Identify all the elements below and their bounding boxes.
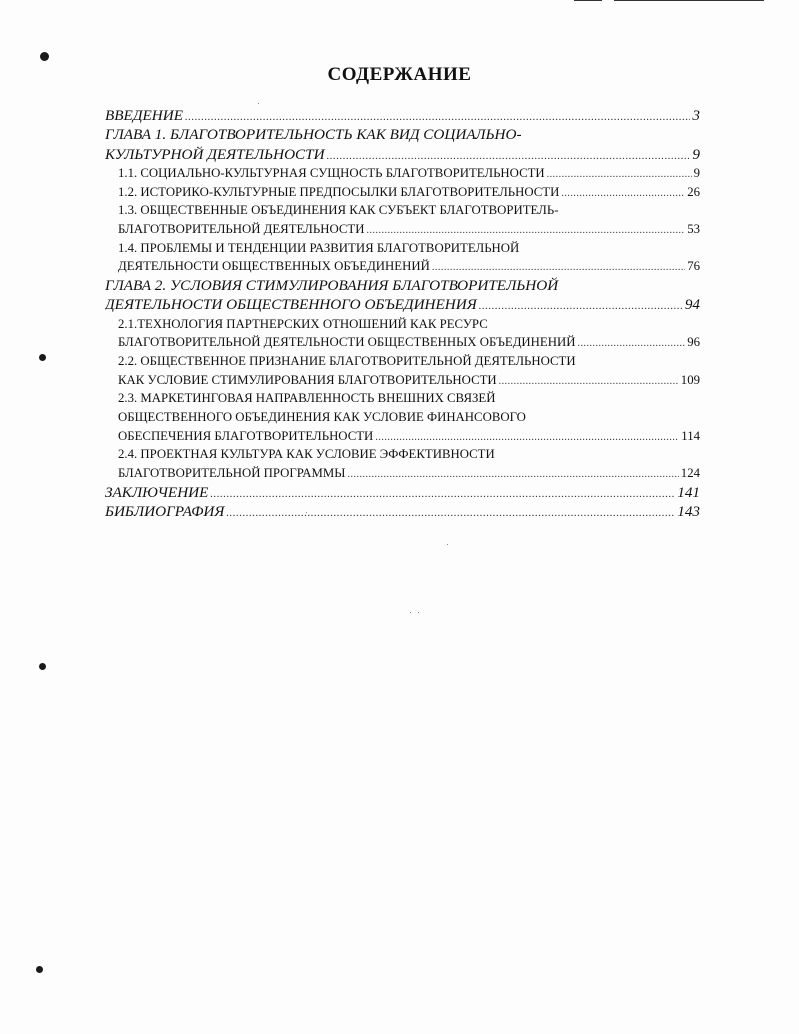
toc-entry-text: 1.4. ПРОБЛЕМЫ И ТЕНДЕНЦИИ РАЗВИТИЯ БЛАГОТВОРИТЕЛЬНОЙ	[118, 240, 520, 255]
toc-entry-text: БЛАГОТВОРИТЕЛЬНОЙ ДЕЯТЕЛЬНОСТИ ОБЩЕСТВЕННЫХ ОБЪЕДИНЕНИЙ	[118, 335, 576, 350]
toc-page-number: 141	[677, 483, 700, 501]
toc-entry-text: БИБЛИОГРАФИЯ	[105, 503, 225, 521]
toc-entry-section-2-3	[105, 389, 700, 408]
toc-entry-text: КАК УСЛОВИЕ СТИМУЛИРОВАНИЯ БЛАГОТВОРИТЕЛЬНОСТИ	[118, 372, 497, 387]
dot-leader	[432, 257, 685, 276]
toc-page-number: 109	[680, 372, 700, 387]
scan-speck	[410, 612, 411, 613]
dot-leader	[375, 427, 679, 446]
dot-leader	[366, 220, 685, 239]
toc-entry-text: ГЛАВА 1. БЛАГОТВОРИТЕЛЬНОСТЬ КАК ВИД СОЦИАЛЬНО-	[105, 126, 522, 144]
toc-entry-text: ВВЕДЕНИЕ	[105, 107, 183, 124]
toc-page-number: 94	[684, 296, 700, 314]
scan-edge-mark	[614, 0, 764, 1]
toc-page-number: 76	[687, 259, 700, 274]
toc-entry-section-1-2	[105, 183, 700, 202]
toc-entry-section-2-3-cont	[105, 427, 700, 446]
toc-entry-bibliography	[105, 502, 700, 521]
dot-leader	[185, 106, 690, 125]
toc-page-number: 3	[692, 107, 700, 124]
toc-entry-section-2-2-cont	[105, 371, 700, 390]
punch-hole-mark	[39, 354, 46, 361]
toc-entry-text: 2.3. МАРКЕТИНГОВАЯ НАПРАВЛЕННОСТЬ ВНЕШНИХ СВЯЗЕЙ	[118, 391, 496, 406]
toc-entry-text: ОБЕСПЕЧЕНИЯ БЛАГОТВОРИТЕЛЬНОСТИ	[118, 428, 374, 443]
scan-edge-mark	[574, 0, 602, 1]
scan-speck	[258, 103, 259, 104]
toc-entry-text: КУЛЬТУРНОЙ ДЕЯТЕЛЬНОСТИ	[105, 145, 325, 163]
toc-page-number: 9	[693, 165, 700, 180]
toc-page-number: 143	[677, 503, 700, 521]
toc-entry-text: 2.2. ОБЩЕСТВЕННОЕ ПРИЗНАНИЕ БЛАГОТВОРИТЕЛЬНОЙ ДЕЯТЕЛЬНОСТИ	[118, 353, 576, 368]
toc-page-number: 114	[681, 428, 700, 443]
toc-entry-text: ДЕЯТЕЛЬНОСТИ ОБЩЕСТВЕННЫХ ОБЪЕДИНЕНИЙ	[118, 259, 430, 274]
toc-entry-text: ОБЩЕСТВЕННОГО ОБЪЕДИНЕНИЯ КАК УСЛОВИЕ ФИНАНСОВОГО	[118, 410, 526, 425]
toc-entry-section-2-3-cont	[105, 408, 700, 427]
punch-hole-mark	[40, 52, 49, 61]
toc-entry-text: 2.4. ПРОЕКТНАЯ КУЛЬТУРА КАК УСЛОВИЕ ЭФФЕКТИВНОСТИ	[118, 447, 495, 462]
toc-entry-section-1-4-cont	[105, 257, 700, 276]
toc-entry-text: 1.1. СОЦИАЛЬНО-КУЛЬТУРНАЯ СУЩНОСТЬ БЛАГОТВОРИТЕЛЬНОСТИ	[118, 165, 545, 180]
toc-page-number: 124	[680, 466, 700, 481]
toc-entry-section-2-4	[105, 445, 700, 464]
toc-page-number: 9	[692, 145, 700, 163]
toc-entry-conclusion	[105, 483, 700, 502]
toc-entry-introduction	[105, 106, 700, 125]
toc-entry-section-1-3-cont	[105, 220, 700, 239]
toc-entry-section-1-3	[105, 201, 700, 220]
dot-leader	[226, 502, 675, 521]
toc-entry-section-1-4	[105, 239, 700, 258]
toc-page-number: 53	[687, 221, 700, 236]
toc-entry-chapter-1	[105, 125, 700, 144]
scan-speck	[418, 612, 419, 613]
punch-hole-mark	[39, 663, 46, 670]
scan-speck	[447, 544, 448, 545]
dot-leader	[577, 333, 685, 352]
punch-hole-mark	[36, 966, 43, 973]
toc-entry-chapter-1-cont	[105, 145, 700, 164]
toc-entry-section-2-1-cont	[105, 333, 700, 352]
toc-entry-section-2-2	[105, 352, 700, 371]
toc-entry-chapter-2-cont	[105, 295, 700, 314]
toc-entry-text: 1.2. ИСТОРИКО-КУЛЬТУРНЫЕ ПРЕДПОСЫЛКИ БЛАГОТВОРИТЕЛЬНОСТИ	[118, 184, 560, 199]
toc-entry-chapter-2	[105, 276, 700, 295]
toc-entry-section-2-4-cont	[105, 464, 700, 483]
toc-page-number: 96	[687, 335, 700, 350]
toc-entry-text: 1.3. ОБЩЕСТВЕННЫЕ ОБЪЕДИНЕНИЯ КАК СУБЪЕКТ БЛАГОТВОРИТЕЛЬ-	[118, 203, 559, 218]
dot-leader	[547, 164, 692, 183]
table-of-contents	[105, 106, 700, 521]
toc-entry-text: БЛАГОТВОРИТЕЛЬНОЙ ДЕЯТЕЛЬНОСТИ	[118, 221, 365, 236]
dot-leader	[347, 464, 678, 483]
dot-leader	[327, 145, 691, 164]
toc-entry-text: ЗАКЛЮЧЕНИЕ	[105, 483, 209, 501]
toc-entry-text: БЛАГОТВОРИТЕЛЬНОЙ ПРОГРАММЫ	[118, 466, 346, 481]
toc-page-number: 26	[687, 184, 700, 199]
dot-leader	[499, 371, 679, 390]
toc-entry-section-2-1	[105, 315, 700, 334]
page-title: СОДЕРЖАНИЕ	[327, 64, 472, 85]
dot-leader	[479, 295, 683, 314]
toc-entry-section-1-1	[105, 164, 700, 183]
toc-entry-text: ДЕЯТЕЛЬНОСТИ ОБЩЕСТВЕННОГО ОБЪЕДИНЕНИЯ	[105, 296, 477, 314]
toc-entry-text: 2.1.ТЕХНОЛОГИЯ ПАРТНЕРСКИХ ОТНОШЕНИЙ КАК РЕСУРС	[118, 316, 488, 331]
toc-entry-text: ГЛАВА 2. УСЛОВИЯ СТИМУЛИРОВАНИЯ БЛАГОТВОРИТЕЛЬНОЙ	[105, 277, 559, 295]
dot-leader	[210, 483, 675, 502]
dot-leader	[561, 183, 685, 202]
